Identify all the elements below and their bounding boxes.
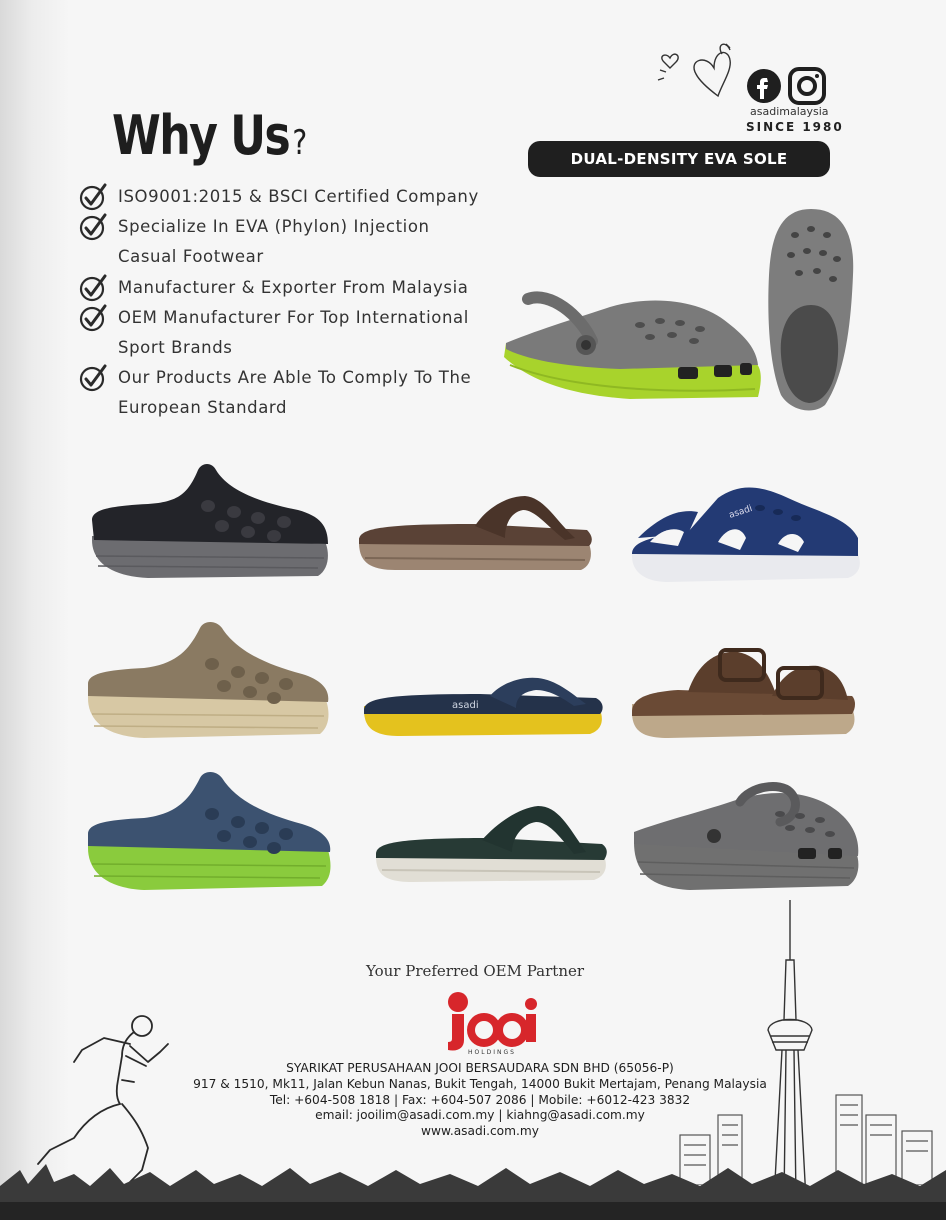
flip-flop-brand-label: asadi (452, 700, 479, 711)
feature-text: Manufacturer & Exporter From Malaysia (118, 277, 469, 297)
feature-text: Our Products Are Able To Comply To The European Standard (118, 368, 472, 418)
jooi-holdings-logo (438, 990, 538, 1056)
feature-item (78, 303, 488, 363)
product-green-thong-sandal (372, 800, 610, 886)
product-grey-clog-lime-sole (500, 285, 765, 410)
product-brown-thong-sandal (355, 490, 595, 575)
feature-list (78, 182, 488, 424)
feature-text: ISO9001:2015 & BSCI Certified Company (118, 187, 479, 206)
product-grey-clog (630, 782, 862, 894)
contact-block (150, 1061, 810, 1140)
feature-text: OEM Manufacturer For Top International Sport Brands (118, 307, 469, 358)
website-link[interactable]: www.asadi.com.my (421, 1124, 539, 1139)
feature-item (78, 182, 488, 212)
product-khaki-clog (84, 620, 334, 742)
product-grey-clog-top-view (765, 205, 857, 413)
product-black-clog (88, 460, 333, 585)
footer-tagline: Your Preferred OEM Partner (366, 962, 585, 980)
title-text: Why Us (112, 104, 290, 167)
phone-numbers: Tel: +604-508 1818 | Fax: +604-507 2086 | Mobile: +6012-423 3832 (269, 1092, 691, 1107)
company-address: 917 & 1510, Mk11, Jalan Kebun Nanas, Bukit Tengah, 14000 Bukit Mertajam, Penang Malaysia (193, 1076, 767, 1091)
product-navy-green-clog (84, 770, 336, 895)
company-name: SYARIKAT PERUSAHAAN JOOI BERSAUDARA SDN BHD (65056-P) (286, 1061, 674, 1075)
kids-sandal-brand-label: asadi (727, 503, 754, 521)
feature-banner: DUAL-DENSITY EVA SOLE (528, 141, 830, 177)
heart-doodle-icon (658, 44, 730, 96)
title-question-mark: ? (292, 123, 308, 163)
product-brown-buckle-slide (628, 642, 858, 742)
email-addresses[interactable]: email: jooilim@asadi.com.my | kiahng@asadi.com.my (315, 1108, 645, 1123)
checkmark-icon (78, 273, 108, 303)
instagram-icon (790, 69, 824, 103)
feature-item (78, 363, 488, 423)
product-navy-yellow-flip-flop (360, 672, 610, 740)
feature-item (78, 273, 488, 303)
page-title (112, 104, 307, 167)
logo-holdings-text: HOLDINGS (468, 1049, 516, 1056)
checkmark-icon (78, 303, 108, 333)
grass-ground-sketch (0, 1140, 946, 1220)
checkmark-icon (78, 182, 108, 212)
since-year: SINCE 1980 (746, 120, 844, 134)
social-handle: asadimalaysia (750, 105, 829, 118)
feature-text: Specialize In EVA (Phylon) Injection Casual Footwear (118, 217, 430, 267)
facebook-icon (747, 69, 781, 103)
product-navy-kids-sandal (628, 478, 863, 586)
checkmark-icon (78, 363, 108, 393)
feature-item (78, 212, 488, 272)
checkmark-icon (78, 212, 108, 242)
